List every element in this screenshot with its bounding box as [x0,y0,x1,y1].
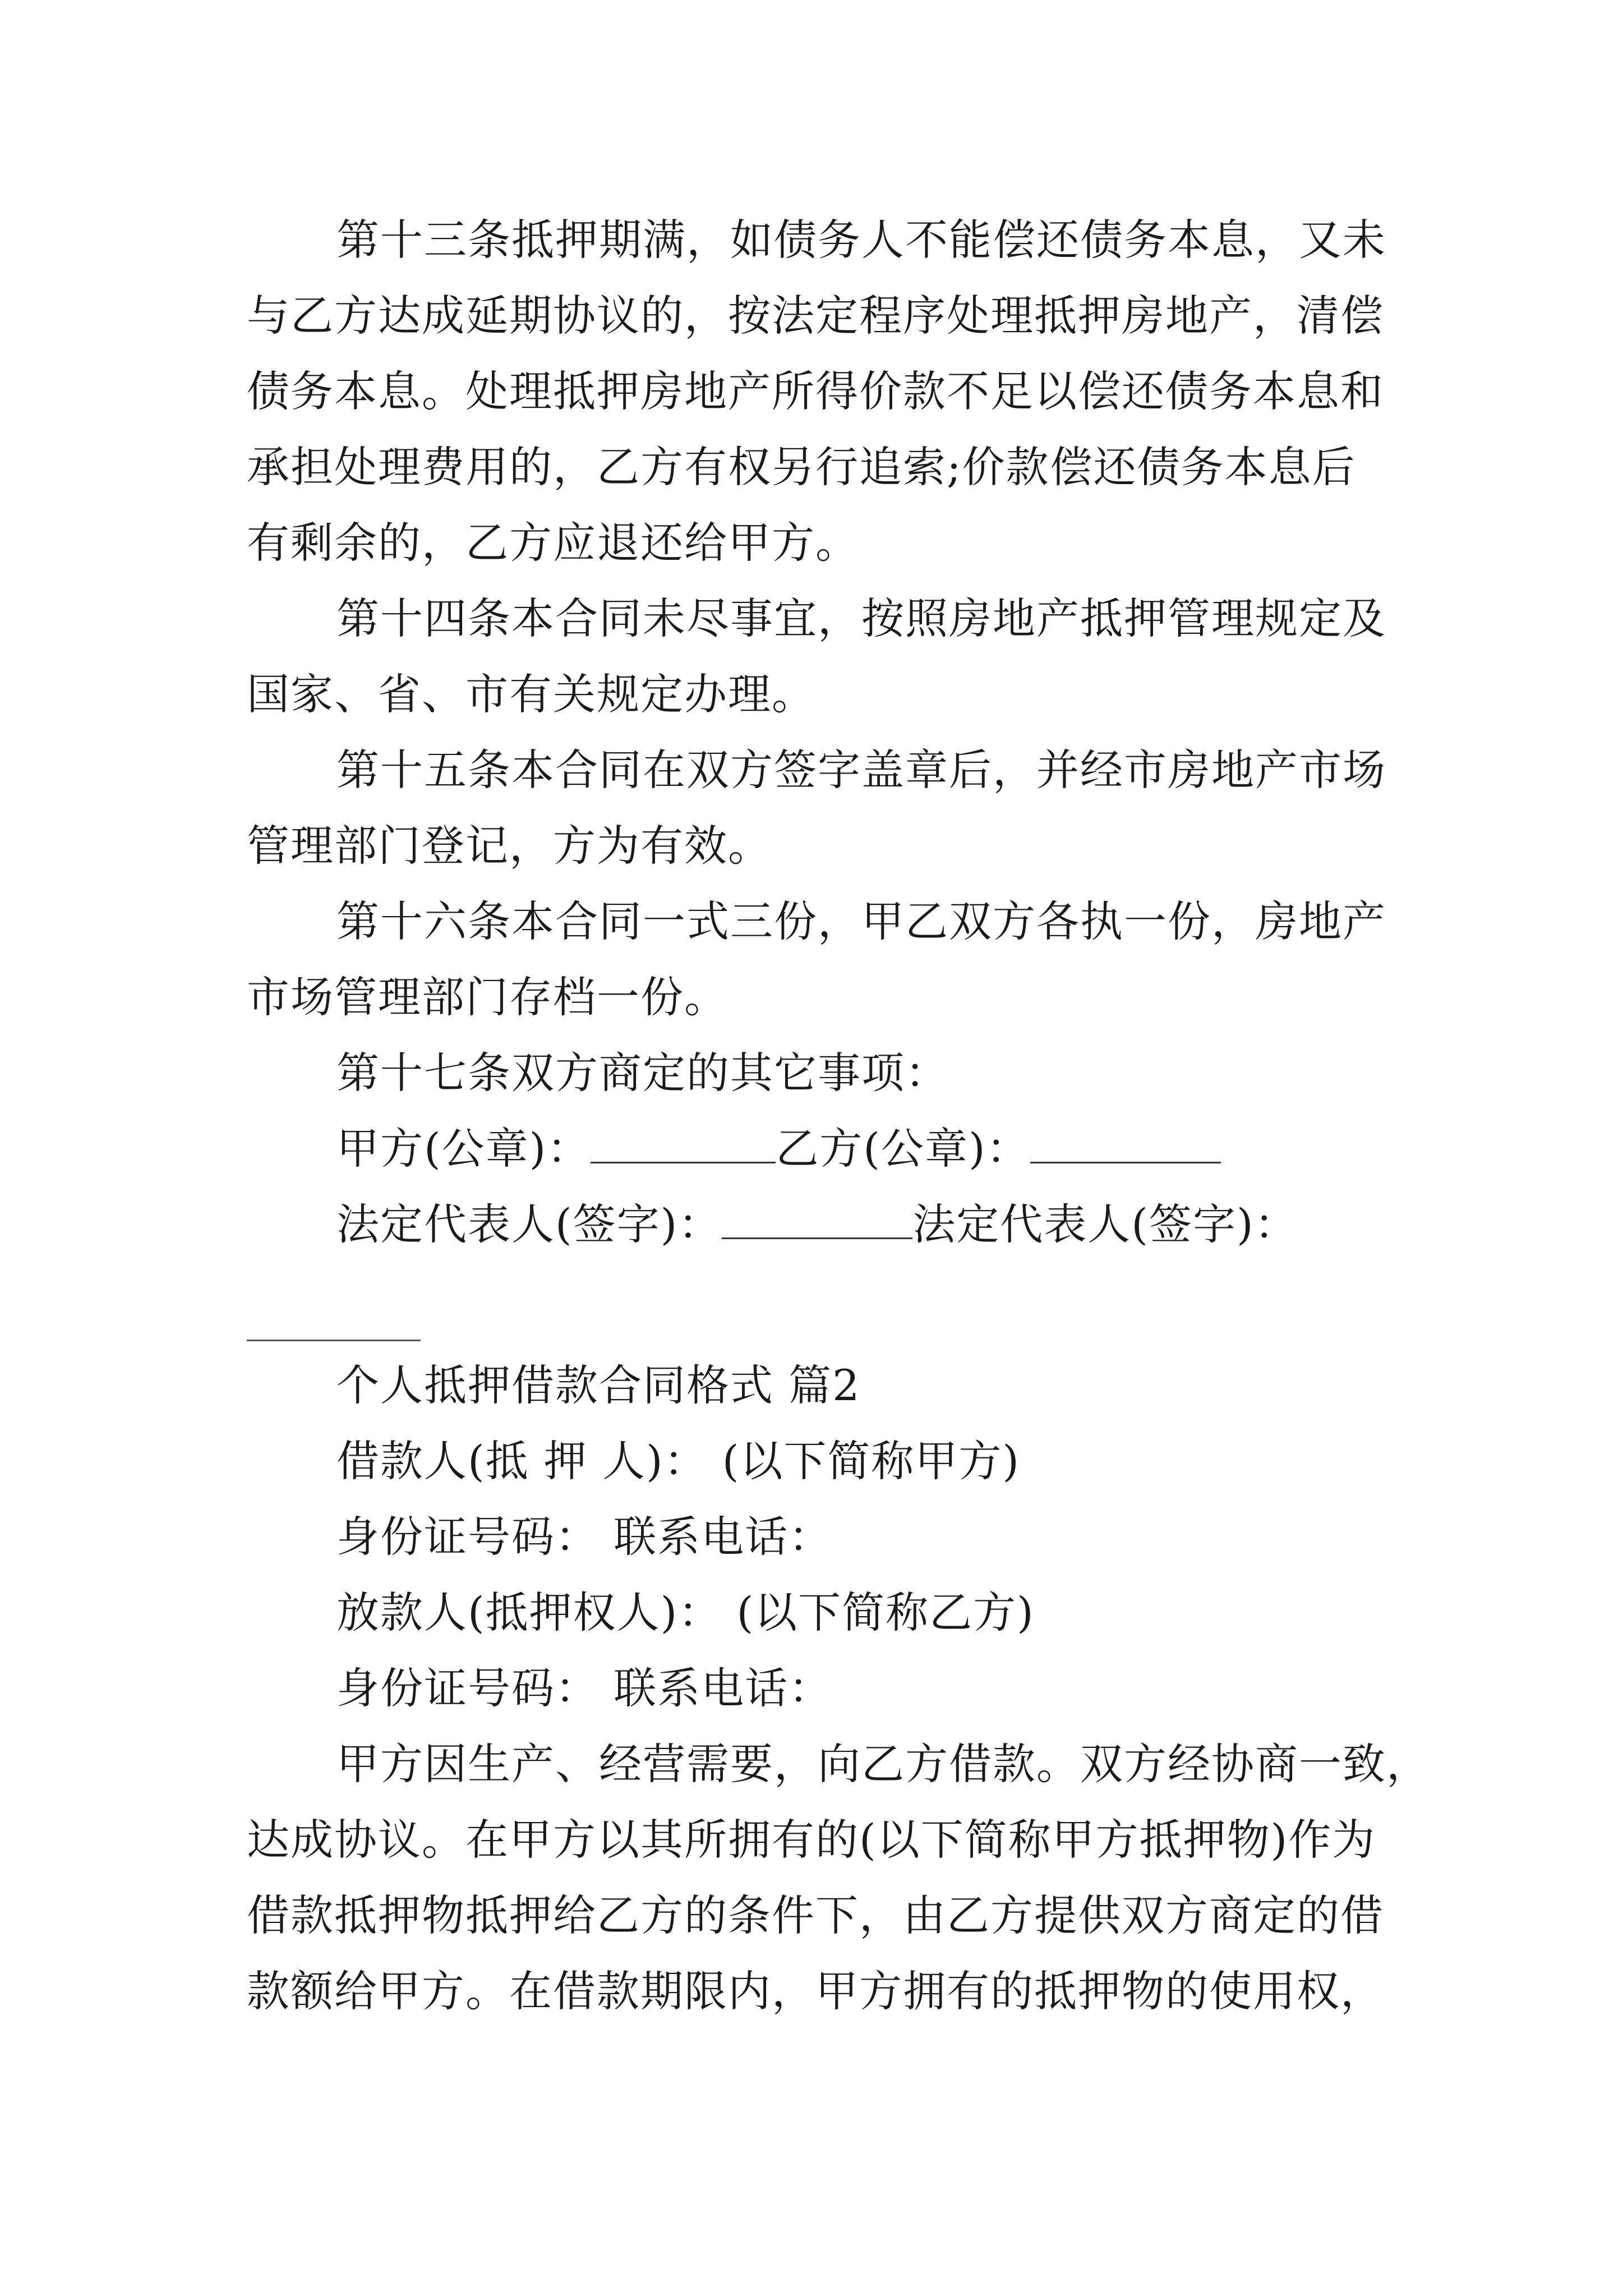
lender-id-line: 身份证号码： 联系电话： [336,1663,833,1713]
article-17: 第十七条双方商定的其它事项： [336,1048,949,1098]
party-a-seal-blank[interactable] [591,1125,776,1163]
article-13-line-1: 第十三条抵押期满，如债务人不能偿还债务本息，又未 [336,215,1386,265]
seal-line [336,1121,1221,1177]
article-14-line-1: 第十四条本合同未尽事宜，按照房地产抵押管理规定及 [336,593,1386,643]
rep-b-label: 法定代表人(签字)： [912,1199,1298,1249]
article-13-line-5: 有剩余的，乙方应退还给甲方。 [247,518,859,568]
party-a-seal-label: 甲方(公章)： [336,1124,591,1174]
rep-a-blank[interactable] [722,1200,912,1239]
borrower-line: 借款人(抵 押 人)： (以下简称甲方) [336,1436,1021,1486]
article-13-line-2: 与乙方达成延期协议的，按法定程序处理抵押房地产，清偿 [247,291,1384,341]
rep-b-signature-blank[interactable] [247,1340,421,1341]
article-14-line-2: 国家、省、市有关规定办理。 [247,669,815,719]
body-line-4: 款额给甲方。在借款期限内，甲方拥有的抵押物的使用权， [247,1966,1384,2016]
party-b-seal-label: 乙方(公章)： [776,1124,1030,1174]
article-13-line-4: 承担处理费用的，乙方有权另行追索;价款偿还债务本息后 [247,442,1356,492]
article-15-line-2: 管理部门登记，方为有效。 [247,821,772,871]
borrower-id-line: 身份证号码： 联系电话： [336,1512,833,1562]
party-b-seal-blank[interactable] [1030,1125,1221,1163]
article-16-line-2: 市场管理部门存档一份。 [247,972,728,1022]
lender-line: 放款人(抵押权人)： (以下简称乙方) [336,1588,1035,1637]
body-line-3: 借款抵押物抵押给乙方的条件下，由乙方提供双方商定的借 [247,1890,1384,1940]
section-2-title: 个人抵押借款合同格式 篇2 [336,1360,861,1410]
article-13-line-3: 债务本息。处理抵押房地产所得价款不足以偿还债务本息和 [247,366,1384,416]
article-16-line-1: 第十六条本合同一式三份，甲乙双方各执一份，房地产 [336,896,1386,946]
representative-line [336,1197,1298,1253]
body-line-2: 达成协议。在甲方以其所拥有的(以下简称甲方抵押物)作为 [247,1815,1376,1865]
body-line-1: 甲方因生产、经营需要，向乙方借款。双方经协商一致， [336,1739,1430,1789]
article-15-line-1: 第十五条本合同在双方签字盖章后，并经市房地产市场 [336,745,1386,795]
rep-a-label: 法定代表人(签字)： [336,1199,722,1249]
